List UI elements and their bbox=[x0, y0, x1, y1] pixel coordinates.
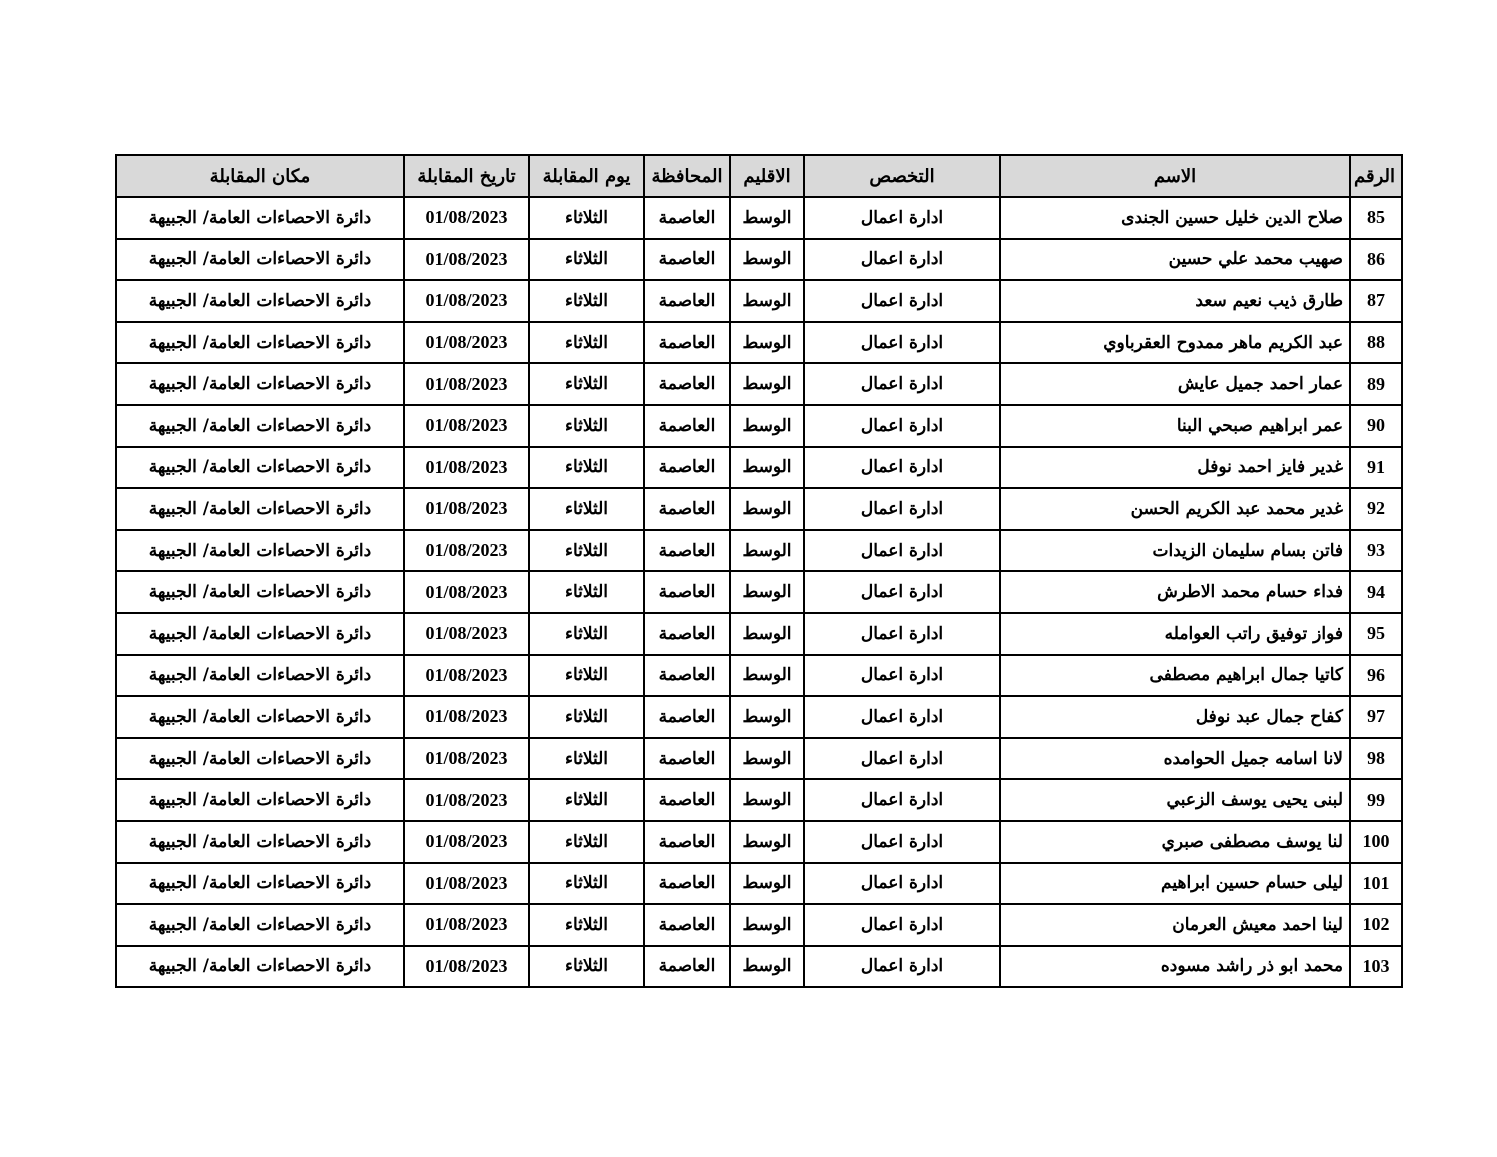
cell-specialty: ادارة اعمال bbox=[804, 779, 1000, 821]
table-row bbox=[116, 239, 1402, 281]
cell-governorate: العاصمة bbox=[644, 571, 730, 613]
cell-governorate: العاصمة bbox=[644, 488, 730, 530]
cell-name: عمر ابراهيم صبحي البنا bbox=[1000, 405, 1350, 447]
cell-num: 89 bbox=[1350, 363, 1402, 405]
cell-specialty: ادارة اعمال bbox=[804, 696, 1000, 738]
cell-date: 01/08/2023 bbox=[404, 488, 529, 530]
cell-place: دائرة الاحصاءات العامة/ الجبيهة bbox=[116, 904, 404, 946]
header-specialty: التخصص bbox=[804, 155, 1000, 197]
table-row bbox=[116, 571, 1402, 613]
cell-place: دائرة الاحصاءات العامة/ الجبيهة bbox=[116, 863, 404, 905]
cell-place: دائرة الاحصاءات العامة/ الجبيهة bbox=[116, 239, 404, 281]
cell-num: 88 bbox=[1350, 322, 1402, 364]
cell-specialty: ادارة اعمال bbox=[804, 322, 1000, 364]
cell-name: طارق ذيب نعيم سعد bbox=[1000, 280, 1350, 322]
cell-specialty: ادارة اعمال bbox=[804, 447, 1000, 489]
cell-specialty: ادارة اعمال bbox=[804, 488, 1000, 530]
cell-place: دائرة الاحصاءات العامة/ الجبيهة bbox=[116, 696, 404, 738]
cell-date: 01/08/2023 bbox=[404, 821, 529, 863]
cell-day: الثلاثاء bbox=[529, 904, 644, 946]
cell-governorate: العاصمة bbox=[644, 239, 730, 281]
table-row bbox=[116, 405, 1402, 447]
cell-name: غدير محمد عبد الكريم الحسن bbox=[1000, 488, 1350, 530]
cell-day: الثلاثاء bbox=[529, 322, 644, 364]
cell-date: 01/08/2023 bbox=[404, 655, 529, 697]
cell-place: دائرة الاحصاءات العامة/ الجبيهة bbox=[116, 363, 404, 405]
cell-specialty: ادارة اعمال bbox=[804, 904, 1000, 946]
cell-specialty: ادارة اعمال bbox=[804, 571, 1000, 613]
cell-num: 92 bbox=[1350, 488, 1402, 530]
cell-day: الثلاثاء bbox=[529, 738, 644, 780]
cell-day: الثلاثاء bbox=[529, 488, 644, 530]
cell-place: دائرة الاحصاءات العامة/ الجبيهة bbox=[116, 946, 404, 988]
cell-governorate: العاصمة bbox=[644, 280, 730, 322]
cell-num: 103 bbox=[1350, 946, 1402, 988]
table-row bbox=[116, 821, 1402, 863]
cell-region: الوسط bbox=[730, 530, 804, 572]
header-governorate: المحافظة bbox=[644, 155, 730, 197]
cell-specialty: ادارة اعمال bbox=[804, 405, 1000, 447]
cell-date: 01/08/2023 bbox=[404, 738, 529, 780]
table-row bbox=[116, 863, 1402, 905]
cell-governorate: العاصمة bbox=[644, 821, 730, 863]
cell-date: 01/08/2023 bbox=[404, 447, 529, 489]
cell-governorate: العاصمة bbox=[644, 655, 730, 697]
interview-schedule-sheet bbox=[115, 154, 1401, 988]
cell-place: دائرة الاحصاءات العامة/ الجبيهة bbox=[116, 322, 404, 364]
cell-specialty: ادارة اعمال bbox=[804, 363, 1000, 405]
cell-name: كاتيا جمال ابراهيم مصطفى bbox=[1000, 655, 1350, 697]
interview-schedule-table bbox=[115, 154, 1403, 988]
table-row bbox=[116, 530, 1402, 572]
table-row bbox=[116, 738, 1402, 780]
cell-num: 101 bbox=[1350, 863, 1402, 905]
cell-governorate: العاصمة bbox=[644, 904, 730, 946]
cell-day: الثلاثاء bbox=[529, 571, 644, 613]
cell-date: 01/08/2023 bbox=[404, 904, 529, 946]
cell-region: الوسط bbox=[730, 322, 804, 364]
cell-date: 01/08/2023 bbox=[404, 946, 529, 988]
cell-date: 01/08/2023 bbox=[404, 239, 529, 281]
cell-name: لانا اسامه جميل الحوامده bbox=[1000, 738, 1350, 780]
cell-region: الوسط bbox=[730, 363, 804, 405]
cell-num: 95 bbox=[1350, 613, 1402, 655]
cell-name: صلاح الدين خليل حسين الجندى bbox=[1000, 197, 1350, 239]
cell-region: الوسط bbox=[730, 280, 804, 322]
table-row bbox=[116, 655, 1402, 697]
cell-region: الوسط bbox=[730, 821, 804, 863]
cell-region: الوسط bbox=[730, 488, 804, 530]
cell-specialty: ادارة اعمال bbox=[804, 239, 1000, 281]
cell-num: 96 bbox=[1350, 655, 1402, 697]
cell-date: 01/08/2023 bbox=[404, 571, 529, 613]
cell-day: الثلاثاء bbox=[529, 239, 644, 281]
cell-day: الثلاثاء bbox=[529, 696, 644, 738]
cell-num: 100 bbox=[1350, 821, 1402, 863]
cell-date: 01/08/2023 bbox=[404, 280, 529, 322]
cell-place: دائرة الاحصاءات العامة/ الجبيهة bbox=[116, 488, 404, 530]
cell-day: الثلاثاء bbox=[529, 280, 644, 322]
header-region: الاقليم bbox=[730, 155, 804, 197]
cell-governorate: العاصمة bbox=[644, 779, 730, 821]
cell-region: الوسط bbox=[730, 197, 804, 239]
cell-name: ليلى حسام حسين ابراهيم bbox=[1000, 863, 1350, 905]
cell-governorate: العاصمة bbox=[644, 363, 730, 405]
cell-specialty: ادارة اعمال bbox=[804, 613, 1000, 655]
cell-specialty: ادارة اعمال bbox=[804, 946, 1000, 988]
cell-specialty: ادارة اعمال bbox=[804, 738, 1000, 780]
table-row bbox=[116, 280, 1402, 322]
cell-name: لنا يوسف مصطفى صبري bbox=[1000, 821, 1350, 863]
table-row bbox=[116, 779, 1402, 821]
header-day: يوم المقابلة bbox=[529, 155, 644, 197]
cell-num: 85 bbox=[1350, 197, 1402, 239]
cell-day: الثلاثاء bbox=[529, 779, 644, 821]
cell-region: الوسط bbox=[730, 863, 804, 905]
cell-specialty: ادارة اعمال bbox=[804, 821, 1000, 863]
cell-region: الوسط bbox=[730, 239, 804, 281]
cell-date: 01/08/2023 bbox=[404, 197, 529, 239]
cell-day: الثلاثاء bbox=[529, 946, 644, 988]
cell-governorate: العاصمة bbox=[644, 738, 730, 780]
cell-governorate: العاصمة bbox=[644, 530, 730, 572]
cell-place: دائرة الاحصاءات العامة/ الجبيهة bbox=[116, 280, 404, 322]
cell-day: الثلاثاء bbox=[529, 363, 644, 405]
cell-date: 01/08/2023 bbox=[404, 322, 529, 364]
cell-specialty: ادارة اعمال bbox=[804, 197, 1000, 239]
cell-region: الوسط bbox=[730, 405, 804, 447]
cell-place: دائرة الاحصاءات العامة/ الجبيهة bbox=[116, 779, 404, 821]
cell-num: 91 bbox=[1350, 447, 1402, 489]
cell-day: الثلاثاء bbox=[529, 863, 644, 905]
cell-num: 90 bbox=[1350, 405, 1402, 447]
cell-date: 01/08/2023 bbox=[404, 363, 529, 405]
cell-place: دائرة الاحصاءات العامة/ الجبيهة bbox=[116, 405, 404, 447]
cell-place: دائرة الاحصاءات العامة/ الجبيهة bbox=[116, 738, 404, 780]
cell-region: الوسط bbox=[730, 904, 804, 946]
cell-name: لبنى يحيى يوسف الزعبي bbox=[1000, 779, 1350, 821]
cell-specialty: ادارة اعمال bbox=[804, 655, 1000, 697]
header-date: تاريخ المقابلة bbox=[404, 155, 529, 197]
cell-name: صهيب محمد علي حسين bbox=[1000, 239, 1350, 281]
cell-date: 01/08/2023 bbox=[404, 696, 529, 738]
cell-num: 86 bbox=[1350, 239, 1402, 281]
cell-num: 99 bbox=[1350, 779, 1402, 821]
table-row bbox=[116, 197, 1402, 239]
cell-governorate: العاصمة bbox=[644, 696, 730, 738]
cell-name: لينا احمد معيش العرمان bbox=[1000, 904, 1350, 946]
table-row bbox=[116, 447, 1402, 489]
cell-num: 94 bbox=[1350, 571, 1402, 613]
cell-name: فاتن بسام سليمان الزيدات bbox=[1000, 530, 1350, 572]
cell-name: فواز توفيق راتب العوامله bbox=[1000, 613, 1350, 655]
cell-day: الثلاثاء bbox=[529, 530, 644, 572]
cell-date: 01/08/2023 bbox=[404, 405, 529, 447]
cell-region: الوسط bbox=[730, 946, 804, 988]
cell-date: 01/08/2023 bbox=[404, 530, 529, 572]
table-row bbox=[116, 904, 1402, 946]
cell-name: عبد الكريم ماهر ممدوح العقرباوي bbox=[1000, 322, 1350, 364]
cell-day: الثلاثاء bbox=[529, 447, 644, 489]
cell-region: الوسط bbox=[730, 779, 804, 821]
table-row bbox=[116, 696, 1402, 738]
cell-governorate: العاصمة bbox=[644, 946, 730, 988]
cell-name: كفاح جمال عبد نوفل bbox=[1000, 696, 1350, 738]
cell-region: الوسط bbox=[730, 447, 804, 489]
cell-place: دائرة الاحصاءات العامة/ الجبيهة bbox=[116, 447, 404, 489]
cell-day: الثلاثاء bbox=[529, 197, 644, 239]
cell-governorate: العاصمة bbox=[644, 322, 730, 364]
cell-date: 01/08/2023 bbox=[404, 779, 529, 821]
cell-day: الثلاثاء bbox=[529, 821, 644, 863]
cell-governorate: العاصمة bbox=[644, 447, 730, 489]
cell-region: الوسط bbox=[730, 738, 804, 780]
cell-governorate: العاصمة bbox=[644, 405, 730, 447]
header-num: الرقم bbox=[1350, 155, 1402, 197]
cell-date: 01/08/2023 bbox=[404, 613, 529, 655]
cell-name: فداء حسام محمد الاطرش bbox=[1000, 571, 1350, 613]
cell-region: الوسط bbox=[730, 613, 804, 655]
table-row bbox=[116, 488, 1402, 530]
cell-governorate: العاصمة bbox=[644, 197, 730, 239]
table-row bbox=[116, 946, 1402, 988]
cell-day: الثلاثاء bbox=[529, 613, 644, 655]
cell-place: دائرة الاحصاءات العامة/ الجبيهة bbox=[116, 821, 404, 863]
cell-governorate: العاصمة bbox=[644, 613, 730, 655]
header-place: مكان المقابلة bbox=[116, 155, 404, 197]
cell-place: دائرة الاحصاءات العامة/ الجبيهة bbox=[116, 197, 404, 239]
table-body bbox=[116, 197, 1402, 987]
cell-name: غدير فايز احمد نوفل bbox=[1000, 447, 1350, 489]
table-row bbox=[116, 363, 1402, 405]
cell-governorate: العاصمة bbox=[644, 863, 730, 905]
table-header-row bbox=[116, 155, 1402, 197]
cell-num: 97 bbox=[1350, 696, 1402, 738]
cell-date: 01/08/2023 bbox=[404, 863, 529, 905]
cell-place: دائرة الاحصاءات العامة/ الجبيهة bbox=[116, 530, 404, 572]
cell-specialty: ادارة اعمال bbox=[804, 530, 1000, 572]
cell-num: 93 bbox=[1350, 530, 1402, 572]
table-row bbox=[116, 322, 1402, 364]
cell-num: 87 bbox=[1350, 280, 1402, 322]
cell-specialty: ادارة اعمال bbox=[804, 863, 1000, 905]
cell-day: الثلاثاء bbox=[529, 405, 644, 447]
cell-name: عمار احمد جميل عايش bbox=[1000, 363, 1350, 405]
cell-specialty: ادارة اعمال bbox=[804, 280, 1000, 322]
cell-name: محمد ابو ذر راشد مسوده bbox=[1000, 946, 1350, 988]
cell-region: الوسط bbox=[730, 655, 804, 697]
cell-day: الثلاثاء bbox=[529, 655, 644, 697]
cell-place: دائرة الاحصاءات العامة/ الجبيهة bbox=[116, 571, 404, 613]
cell-region: الوسط bbox=[730, 571, 804, 613]
cell-place: دائرة الاحصاءات العامة/ الجبيهة bbox=[116, 655, 404, 697]
cell-num: 102 bbox=[1350, 904, 1402, 946]
table-row bbox=[116, 613, 1402, 655]
cell-place: دائرة الاحصاءات العامة/ الجبيهة bbox=[116, 613, 404, 655]
header-name: الاسم bbox=[1000, 155, 1350, 197]
cell-region: الوسط bbox=[730, 696, 804, 738]
cell-num: 98 bbox=[1350, 738, 1402, 780]
